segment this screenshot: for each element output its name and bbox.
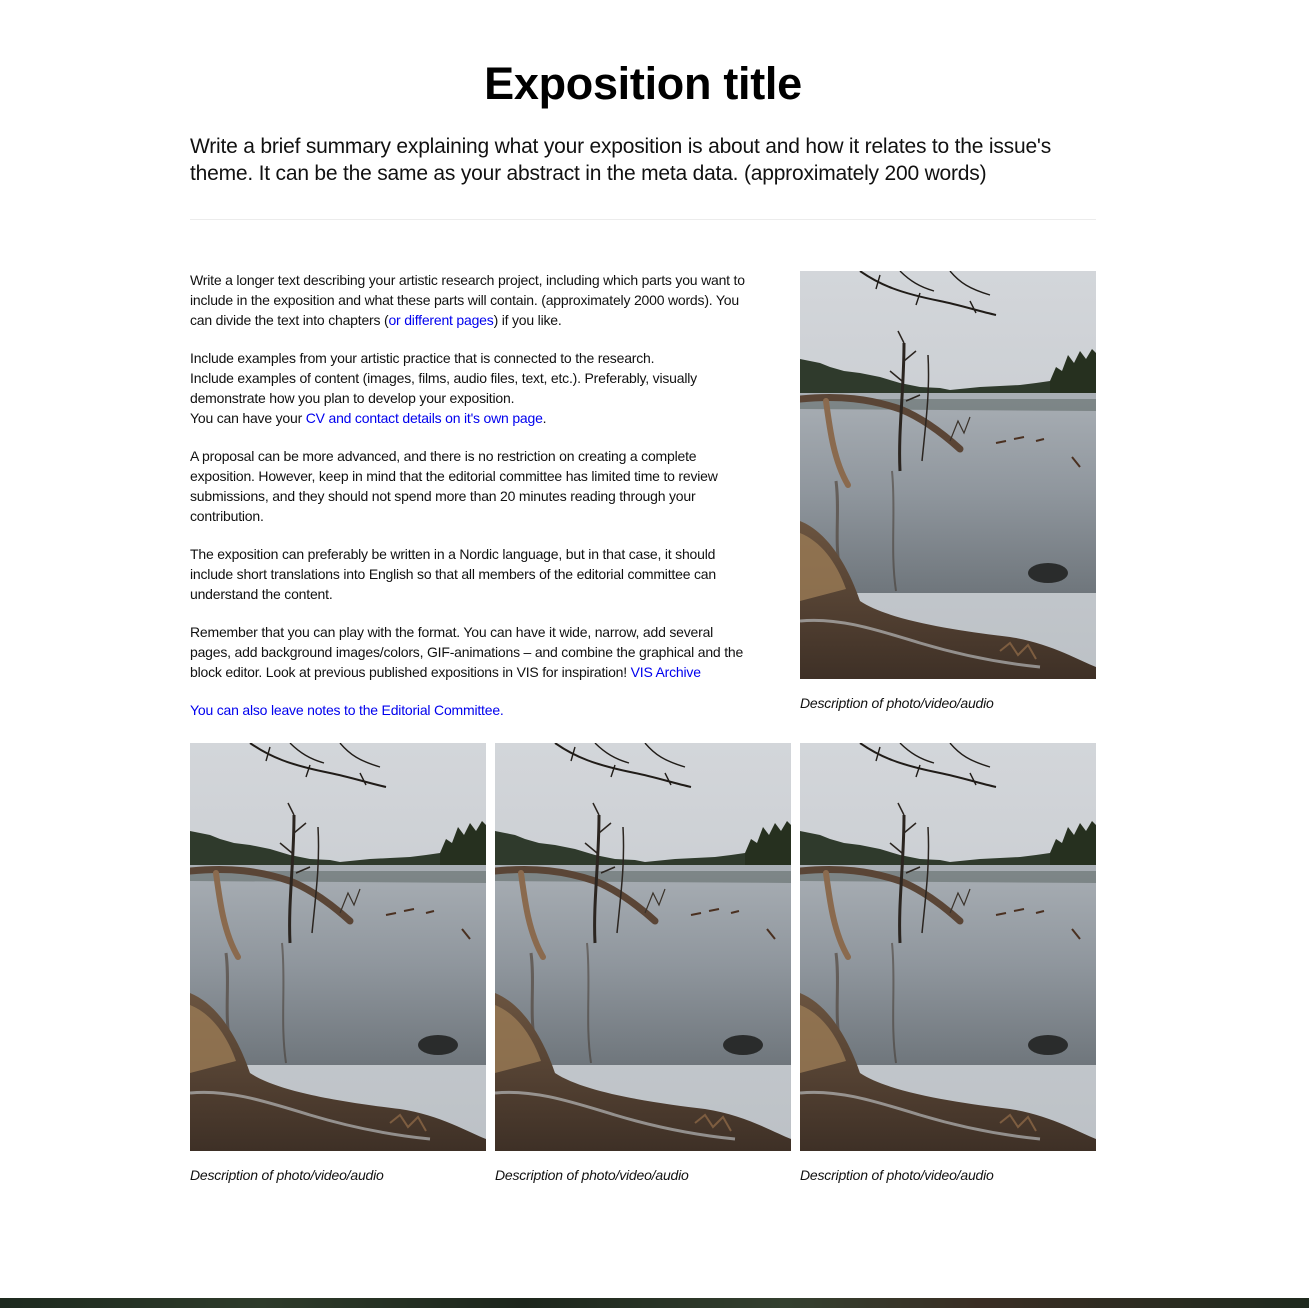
paragraph-intro: Write a longer text describing your artistic research project, including which parts you want to include in the exposition and what these parts will contain. (approximately 2000 words). You can divide the text into chapters (or different pages) if you like. [190,272,745,328]
gallery-item-1 [190,743,486,1184]
editorial-notes-link[interactable]: You can also leave notes to the Editorial Committee. [190,702,504,718]
gallery-item-3 [800,743,1096,1184]
gallery-item-2 [495,743,791,1184]
media-caption: Description of photo/video/audio [190,1167,384,1183]
body-text [190,270,752,738]
lake-photo[interactable] [495,743,791,1151]
media-right [800,271,1096,712]
paragraph-notes [190,700,752,720]
lake-photo[interactable] [190,743,486,1151]
media-caption: Description of photo/video/audio [800,695,994,711]
paragraph-format: Remember that you can play with the format. You can have it wide, narrow, add several pages, add background images/colors, GIF-animations – and combine the graphical and the block editor. Look at previous published expositions in VIS for inspiration! VIS Archive [190,624,744,680]
lake-photo[interactable] [800,271,1096,679]
exposition-title: Exposition title [484,58,802,109]
paragraph-proposal: A proposal can be more advanced, and there is no restriction on creating a complete exposition. However, keep in mind that the editorial committee has limited time to review submissions, and they should not spend more than 20 minutes reading through your contribution. [190,448,718,524]
cv-contact-link[interactable]: CV and contact details on it's own page [305,410,543,426]
paragraph-language: The exposition can preferably be written in a Nordic language, but in that case, it should include short translations into English so that all members of the editorial committee can understand the content. [190,546,716,602]
media-caption: Description of photo/video/audio [800,1167,994,1183]
different-pages-link[interactable]: or different pages [388,312,494,328]
exposition-summary: Write a brief summary explaining what your exposition is about and how it relates to the issue's theme. It can be the same as your abstract in the meta data. (approximately 200 words) [190,135,1052,185]
media-caption: Description of photo/video/audio [495,1167,689,1183]
vis-archive-link[interactable]: VIS Archive [630,664,701,680]
section-divider [190,219,1096,220]
paragraph-examples: Include examples from your artistic practice that is connected to the research. Include examples of content (images, films, audio files, text, etc.). Preferably, visually demonstrate how you plan to develop your exposition. You can have your CV and contact details on it's own page. [190,350,697,426]
background-image-strip [0,1298,1309,1308]
lake-photo[interactable] [800,743,1096,1151]
